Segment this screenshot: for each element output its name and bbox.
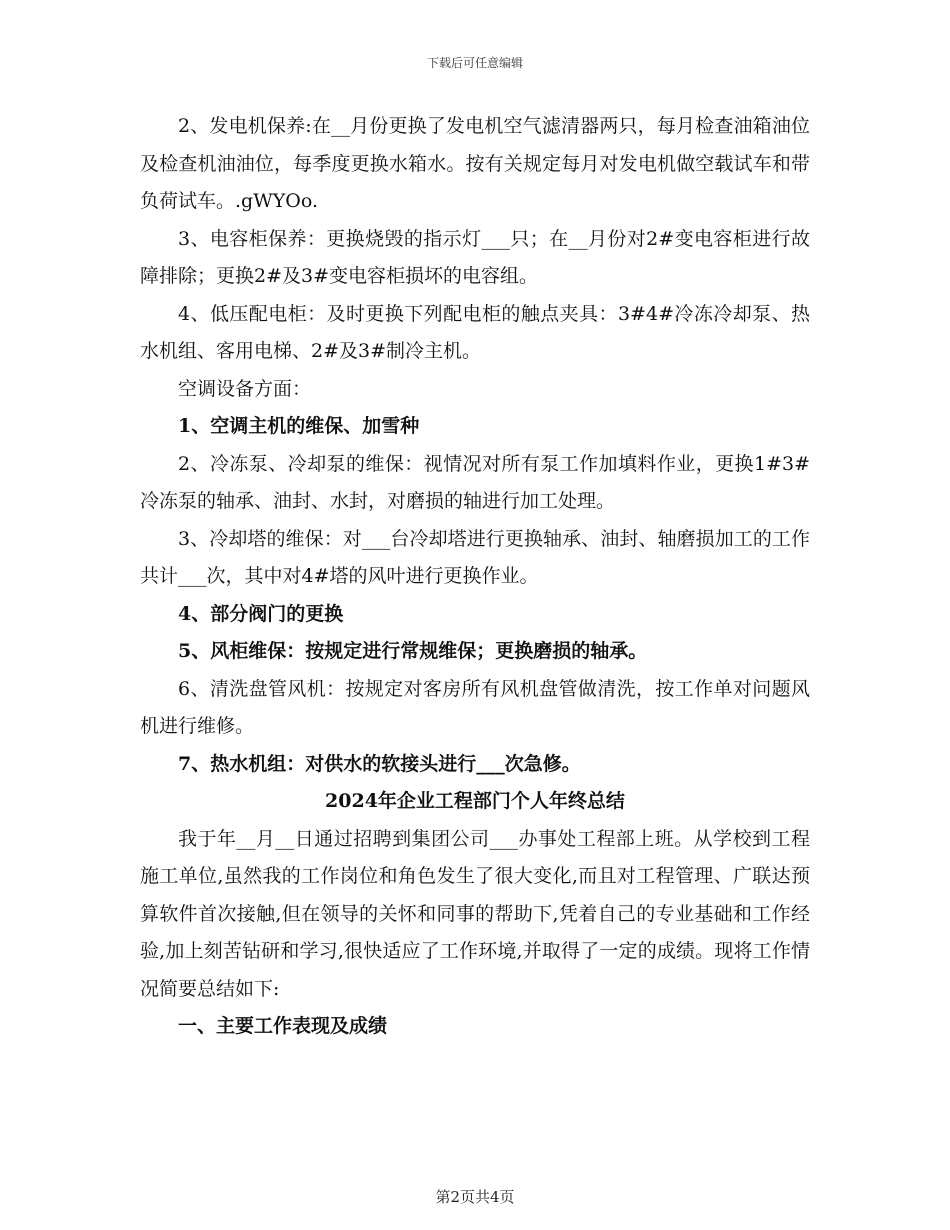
document-body bbox=[140, 108, 810, 1046]
paragraph-pump-maintenance: 2、冷冻泵、冷却泵的维保：视情况对所有泵工作加填料作业，更换1#3#冷冻泵的轴承、油封、水封，对磨损的轴进行加工处理。 bbox=[140, 452, 810, 512]
paragraph-fan-coil-cleaning: 6、清洗盘管风机：按规定对客房所有风机盘管做清洗，按工作单对问题风机进行维修。 bbox=[140, 677, 810, 737]
page-header: 下载后可任意编辑 bbox=[426, 56, 523, 70]
page-footer: 第2页共4页 bbox=[435, 1188, 515, 1206]
paragraph-chiller-maintenance: 1、空调主机的维保、加雪种 bbox=[178, 415, 420, 437]
paragraph-capacitor-cabinet: 3、电容柜保养：更换烧毁的指示灯___只；在__月份对2#变电容柜进行故障排除；更换2#及3#变电容柜损坏的电容组。 bbox=[140, 227, 810, 287]
paragraph-air-cabinet: 5、风柜维保：按规定进行常规维保；更换磨损的轴承。 bbox=[178, 640, 648, 662]
paragraph-hot-water-unit: 7、热水机组：对供水的软接头进行___次急修。 bbox=[178, 752, 581, 775]
paragraph-low-voltage-cabinet: 4、低压配电柜：及时更换下列配电柜的触点夹具：3#4#冷冻冷却泵、热水机组、客用电梯、2#及3#制冷主机。 bbox=[140, 302, 810, 362]
section-title: 2024年企业工程部门个人年终总结 bbox=[325, 790, 625, 812]
paragraph-hvac-heading: 空调设备方面： bbox=[178, 377, 312, 400]
paragraph-valve-replacement: 4、部分阀门的更换 bbox=[178, 602, 344, 625]
paragraph-cooling-tower: 3、冷却塔的维保：对___台冷却塔进行更换轴承、油封、轴磨损加工的工作共计___次，其中对4#塔的风叶进行更换作业。 bbox=[140, 527, 810, 587]
paragraph-intro: 我于年__月__日通过招聘到集团公司___办事处工程部上班。从学校到工程施工单位,虽然我的工作岗位和角色发生了很大变化,而且对工程管理、广联达预算软件首次接触,但在领导的关怀和同事的帮助下,凭着自己的专业基础和工作经验,加上刻苦钻研和学习,很快适应了工作环境,并取得了一定的成绩。现将工作情况简要总结如下: bbox=[140, 827, 810, 1000]
paragraph-generator-maintenance: 2、发电机保养:在__月份更换了发电机空气滤清器两只，每月检查油箱油位及检查机油油位，每季度更换水箱水。按有关规定每月对发电机做空载试车和带负荷试车。.gWYOo. bbox=[140, 115, 810, 212]
paragraph-main-work-heading: 一、主要工作表现及成绩 bbox=[178, 1015, 388, 1037]
